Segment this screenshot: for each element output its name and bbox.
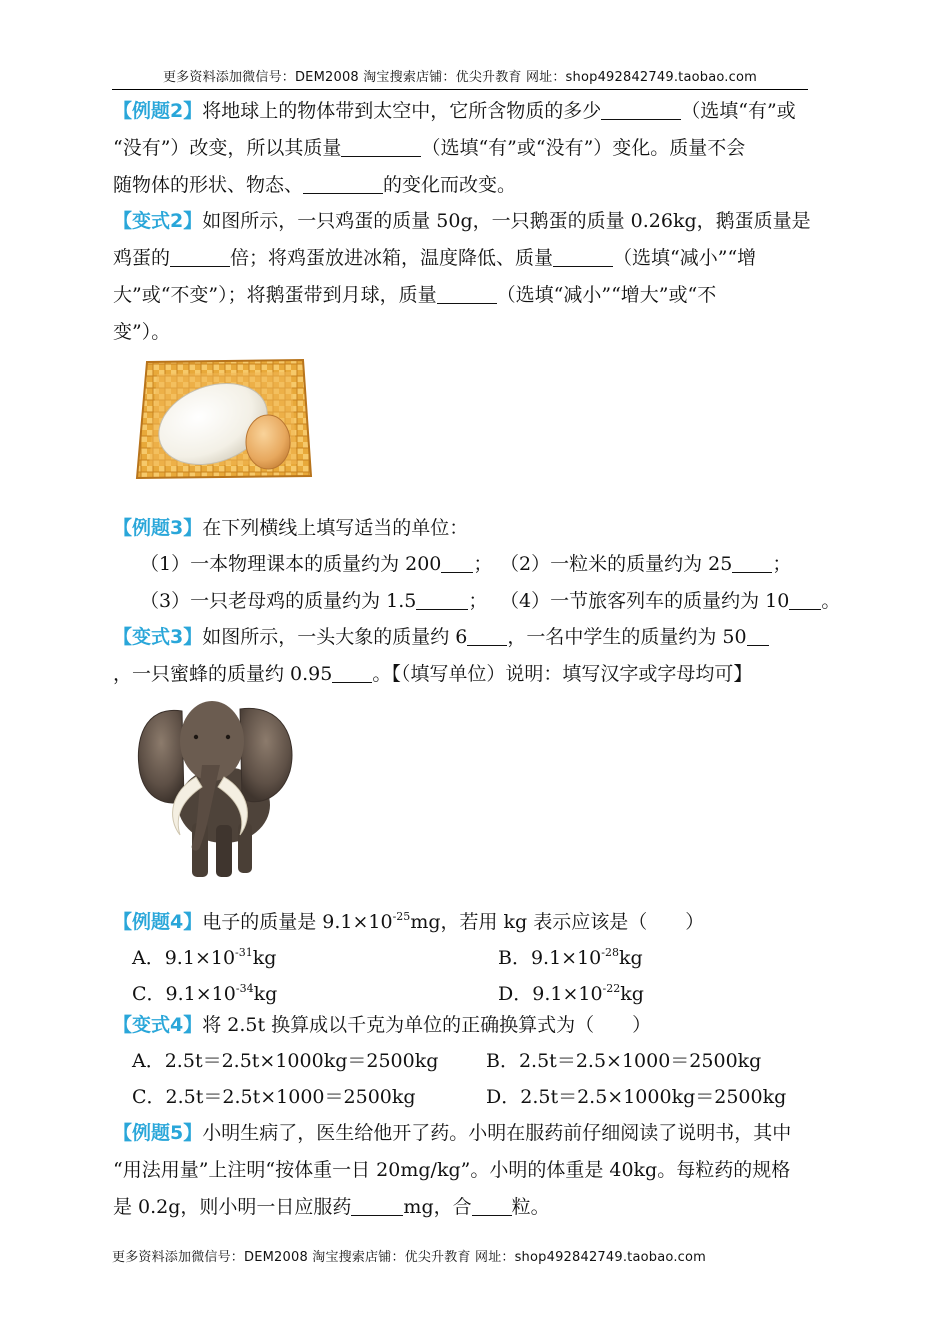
var4-option-d[interactable]: D．2.5t＝2.5×1000kg＝2500kg (486, 1086, 787, 1108)
var3-line2: ，一只蜜蜂的质量约 0.95 。【（填写单位）说明：填写汉字或字母均可】 (113, 663, 753, 685)
ex5-line3: 是 0.2g，则小明一日应服药 mg，合 粒。 (113, 1196, 550, 1218)
answer-blank[interactable] (351, 1195, 403, 1216)
answer-blank[interactable] (732, 552, 772, 573)
var3-tag: 【变式3】 (113, 626, 203, 648)
ex4-option-a[interactable]: A．$9.1\times 10^{-31}kg$ (132, 946, 277, 969)
answer-blank[interactable] (467, 625, 507, 646)
var2-line4: 变”）。 (113, 321, 171, 343)
answer-blank[interactable] (332, 662, 372, 683)
var4-tag: 【变式4】 (113, 1014, 203, 1036)
ex2-line2: “没有”）改变，所以其质量 （选填“有”或“没有”）变化。质量不会 (113, 137, 746, 159)
var2-tag: 【变式2】 (113, 210, 203, 232)
elephant-image (132, 695, 298, 881)
basket-of-eggs-image (135, 358, 315, 480)
ex4-option-c[interactable]: C．$9.1\times 10^{-34}kg$ (132, 982, 278, 1005)
answer-blank[interactable] (601, 99, 681, 120)
var4-option-c[interactable]: C．2.5t＝2.5t×1000＝2500kg (132, 1086, 416, 1108)
ex3-item4: （4）一节旅客列车的质量约为 10 。 (500, 590, 841, 612)
ex3-tag: 【例题3】 (113, 517, 203, 539)
ex4-option-b[interactable]: B．$9.1\times 10^{-28}kg$ (498, 946, 643, 969)
page-header: 更多资料添加微信号：DEM2008 淘宝搜索店铺：优尖升教育 网址：shop492842749.taobao.com (112, 66, 808, 90)
var4-option-b[interactable]: B．2.5t＝2.5×1000＝2500kg (486, 1050, 762, 1072)
answer-blank[interactable] (437, 283, 497, 304)
ex3-item2: （2）一粒米的质量约为 25 ； (500, 553, 792, 575)
answer-blank[interactable] (170, 246, 230, 267)
ex2-line3: 随物体的形状、物态、 的变化而改变。 (113, 174, 517, 196)
ex4-question: 【例题4】电子的质量是 $9.1\times 10^{-25}mg$，若用 kg 表示应该是（ ） (113, 910, 705, 933)
ex3-item3: （3）一只老母鸡的质量约为 1.5 ； (140, 590, 488, 612)
ex2-line1: 【例题2】将地球上的物体带到太空中，它所含物质的多少 （选填“有”或 (113, 100, 796, 122)
answer-blank[interactable] (441, 552, 473, 573)
answer-blank[interactable] (341, 136, 421, 157)
answer-blank[interactable] (472, 1195, 512, 1216)
ex5-line1: 【例题5】小明生病了，医生给他开了药。小明在服药前仔细阅读了说明书，其中 (113, 1122, 792, 1144)
ex2-tag: 【例题2】 (113, 100, 203, 122)
answer-blank[interactable] (303, 173, 383, 194)
answer-blank[interactable] (553, 246, 613, 267)
answer-blank[interactable] (416, 589, 468, 610)
var2-line2: 鸡蛋的 倍；将鸡蛋放进冰箱，温度降低、质量 （选填“减小”“增 (113, 247, 757, 269)
answer-blank[interactable] (789, 589, 821, 610)
page-footer: 更多资料添加微信号：DEM2008 淘宝搜索店铺：优尖升教育 网址：shop492842749.taobao.com (112, 1250, 707, 1265)
var2-line3: 大”或“不变”）；将鹅蛋带到月球，质量 （选填“减小”“增大”或“不 (113, 284, 717, 306)
answer-blank[interactable] (747, 625, 769, 646)
var4-option-a[interactable]: A．2.5t＝2.5t×1000kg＝2500kg (132, 1050, 439, 1072)
ex5-line2: “用法用量”上注明“按体重一日 20mg/kg”。小明的体重是 40kg。每粒药的规格 (113, 1159, 791, 1181)
var4-question: 【变式4】将 2.5t 换算成以千克为单位的正确换算式为（ ） (113, 1014, 652, 1036)
ex4-tag: 【例题4】 (113, 911, 203, 933)
ex3-line1: 【例题3】在下列横线上填写适当的单位： (113, 517, 469, 539)
ex3-item1: （1）一本物理课本的质量约为 200 ； (140, 553, 493, 575)
ex4-option-d[interactable]: D．$9.1\times 10^{-22}kg$ (498, 982, 644, 1005)
ex5-tag: 【例题5】 (113, 1122, 203, 1144)
var3-line1: 【变式3】如图所示，一头大象的质量约 6 ，一名中学生的质量约为 50 (113, 622, 769, 652)
var2-line1: 【变式2】如图所示，一只鸡蛋的质量 50g，一只鹅蛋的质量 0.26kg，鹅蛋质量是 (113, 210, 811, 232)
